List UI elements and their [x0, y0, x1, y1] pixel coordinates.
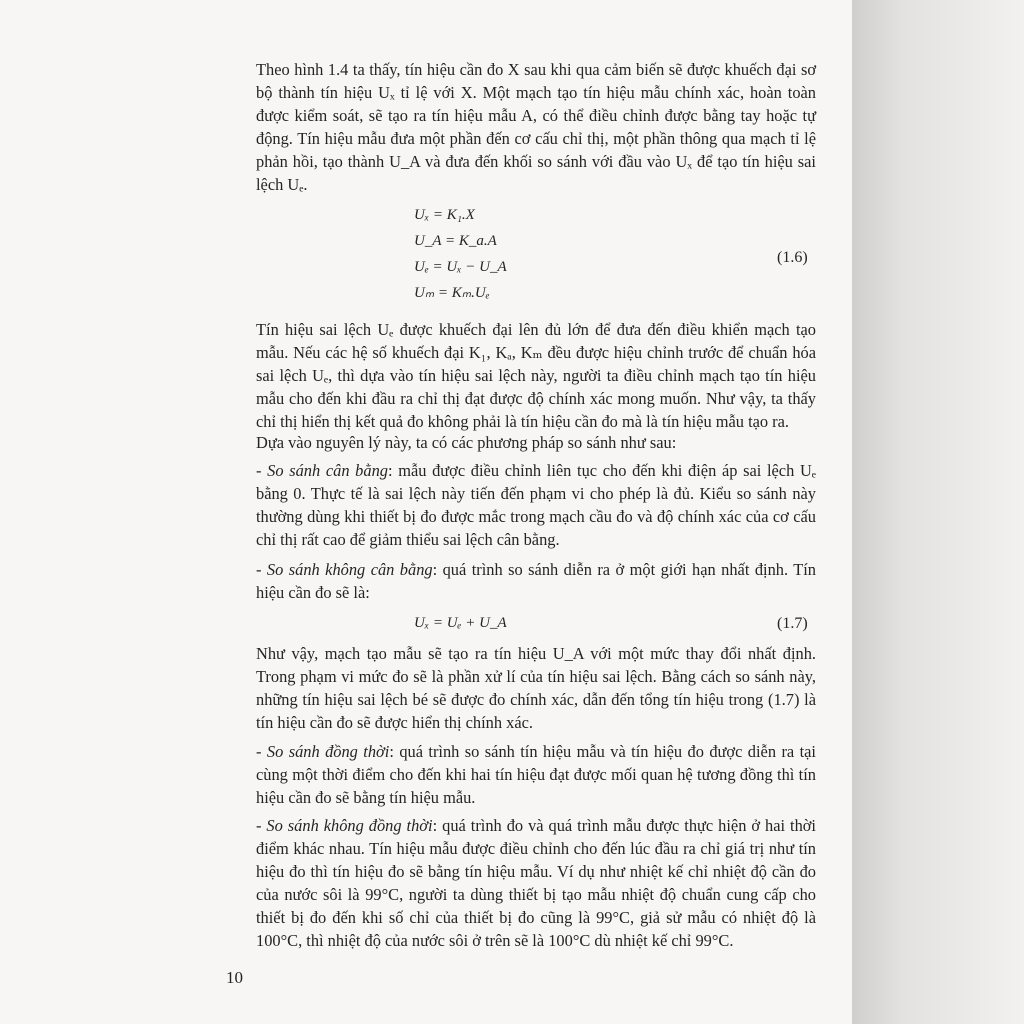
equation-1-6-line-3: Uₑ = Uₓ − U_A: [414, 259, 507, 275]
equation-1-7: Uₓ = Uₑ + U_A: [414, 615, 507, 631]
item-nonsimultaneous-comparison: [256, 814, 816, 952]
equation-1-6-line-1: Uₓ = K₁.X: [414, 207, 475, 223]
item-text: : quá trình đo và quá trình mẫu được thực hiện ở hai thời điểm khác nhau. Tín hiệu mẫu được điều chỉnh cho đến lúc đầu ra chỉ giá trị như tín hiệu đo thì tín hiệu đo sẽ bằng tín hiệu mẫu. Ví dụ như nhiệt kế chỉ nhiệt độ cần đo của nước sôi là 99°C, người ta dùng thiết bị tạo mẫu nhiệt độ chuẩn cung cấp cho thiết bị đo đến khi số chỉ của thiết bị đo cũng là 99°C, giả sử mẫu có nhiệt độ là 100°C, thì nhiệt độ của nước sôi ở trên sẽ là 100°C dù nhiệt kế chỉ 99°C.: [256, 816, 816, 950]
paragraph-methods-intro: Dựa vào nguyên lý này, ta có các phương pháp so sánh như sau:: [256, 433, 677, 452]
item-text: : mẫu được điều chỉnh liên tục cho đến khi điện áp sai lệch Uₑ bằng 0. Thực tế là sai lệch này tiến đến phạm vi cho phép là đủ. Kiểu so sánh này thường dùng khi thiết bị đo được mắc trong mạch cầu đo và độ chính xác của cơ cấu chỉ thị rất cao để giảm thiểu sai lệch cân bằng.: [256, 461, 816, 549]
item-text: : quá trình so sánh tín hiệu mẫu và tín hiệu đo được diễn ra tại cùng một thời điểm cho đến khi hai tín hiệu đạt được mối quan hệ tương đồng thì tín hiệu cần đo sẽ bằng tín hiệu mẫu.: [256, 742, 816, 807]
equation-number-1-6: (1.6): [777, 249, 808, 266]
scan-background-edge: [852, 0, 1024, 1024]
item-text: : quá trình so sánh diễn ra ở một giới hạn nhất định. Tín hiệu cần đo sẽ là:: [256, 560, 816, 602]
item-balanced-comparison: [256, 459, 816, 551]
item-title: - So sánh cân bằng: [256, 461, 388, 480]
item-title: - So sánh đồng thời: [256, 742, 390, 761]
equation-1-6-line-4: Uₘ = Kₘ.Uₑ: [414, 285, 490, 301]
item-title: - So sánh không đồng thời: [256, 816, 433, 835]
item-simultaneous-comparison: [256, 740, 816, 809]
paragraph-error-signal: Tín hiệu sai lệch Uₑ được khuếch đại lên đủ lớn để đưa đến điều khiển mạch tạo mẫu. Nếu các hệ số khuếch đại K₁, Kₐ, Kₘ đều được hiệu chỉnh trước để chuẩn hóa sai lệch Uₑ, thì dựa vào tín hiệu sai lệch này, người ta điều chỉnh mạch tạo tín hiệu mẫu cho đến khi đầu ra chỉ thị đạt được độ chính xác mong muốn. Như vậy, ta thấy chỉ thị hiển thị kết quả đo không phải là tín hiệu cần đo mà là tín hiệu mẫu tạo ra.: [256, 320, 816, 431]
page-number: 10: [226, 968, 243, 987]
paragraph-sample-circuit: Như vậy, mạch tạo mẫu sẽ tạo ra tín hiệu U_A với một mức thay đổi nhất định. Trong phạm vi mức đo sẽ là phần xử lí của tín hiệu sai lệch. Bằng cách so sánh này, những tín hiệu sai lệch bé sẽ được đo chính xác, dẫn đến tổng tín hiệu trong (1.7) là tín hiệu cần đo sẽ được hiển thị chính xác.: [256, 644, 816, 732]
equation-1-6-line-2: U_A = K_a.A: [414, 233, 497, 249]
paragraph-intro: Theo hình 1.4 ta thấy, tín hiệu cần đo X sau khi qua cảm biến sẽ được khuếch đại sơ bộ thành tín hiệu Uₓ tỉ lệ với X. Một mạch tạo tín hiệu mẫu chính xác, hoàn toàn được kiểm soát, sẽ tạo ra tín hiệu mẫu A, có thể điều chỉnh được bằng tay hoặc tự động. Tín hiệu mẫu đưa một phần đến cơ cấu chỉ thị, một phần thông qua mạch tỉ lệ phản hồi, tạo thành U_A và đưa đến khối so sánh với đầu vào Uₓ để tạo tín hiệu sai lệch Uₑ.: [256, 60, 816, 194]
equation-number-1-7: (1.7): [777, 615, 808, 632]
item-title: - So sánh không cân bằng: [256, 560, 433, 579]
item-unbalanced-comparison: [256, 558, 816, 604]
